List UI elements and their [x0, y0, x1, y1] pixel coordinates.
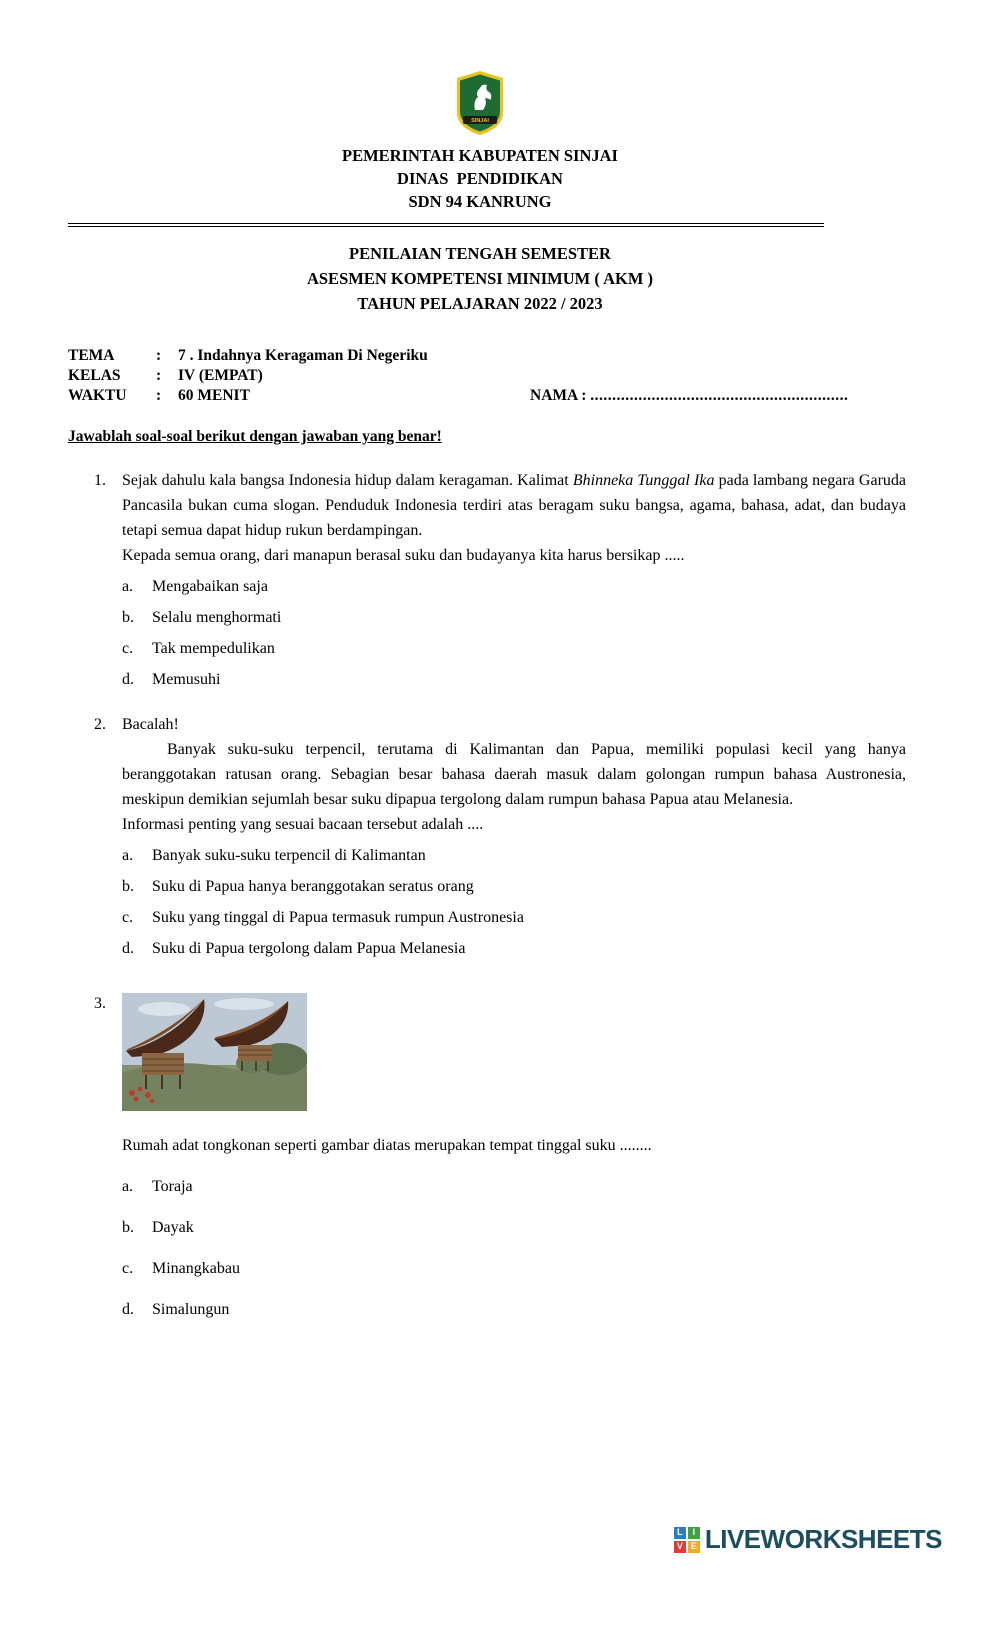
answer-option-d[interactable] — [122, 1297, 906, 1322]
tongkonan-houses-image — [122, 993, 307, 1111]
option-letter: d. — [122, 940, 134, 957]
question-number: 3. — [94, 995, 106, 1012]
reading-passage: Banyak suku-suku terpencil, terutama di Kalimantan dan Papua, memiliki populasi kecil yang hanya beranggotakan ratusan orang. Sebagian besar bahasa daerah masuk dalam golongan rumpun bahasa Austronesia, meskipun demikian sejumlah besar suku dipapua tergolong dalam rumpun bahasa Papua atau Melanesia. — [122, 741, 906, 808]
option-letter: d. — [122, 671, 134, 688]
school-name: SDN 94 KANRUNG — [408, 192, 552, 211]
answer-option-a[interactable] — [122, 1174, 906, 1199]
option-text: Memusuhi — [152, 671, 221, 688]
instruction-heading: Jawablah soal-soal berikut dengan jawaban yang benar! — [68, 428, 442, 445]
kelas-label: KELAS — [68, 367, 121, 384]
answer-options — [122, 574, 906, 692]
exam-title-block — [0, 241, 960, 316]
question-text-part: pada lambang negara Garuda Pancasila bukan cuma slogan. Penduduk Indonesia terdiri atas beragam suku bangsa, agama, bahasa, adat, dan budaya tetapi semua dapat hidup rukun berdampingan. — [122, 472, 907, 539]
question-3 — [68, 991, 906, 1322]
answer-option-c[interactable] — [122, 1256, 906, 1281]
option-text: Suku di Papua tergolong dalam Papua Melanesia — [152, 940, 466, 957]
name-field[interactable] — [530, 386, 848, 406]
liveworksheets-logo[interactable] — [674, 1524, 942, 1555]
option-text: Simalungun — [152, 1301, 230, 1318]
question-2 — [68, 712, 906, 961]
answer-option-c[interactable] — [122, 905, 906, 930]
option-letter: d. — [122, 1301, 134, 1318]
waktu-value: 60 MENIT — [178, 387, 250, 404]
waktu-colon: : — [156, 387, 162, 404]
answer-option-d[interactable] — [122, 936, 906, 961]
option-text: Selalu menghormati — [152, 609, 282, 626]
answer-option-a[interactable] — [122, 843, 906, 868]
government-name: PEMERINTAH KABUPATEN SINJAI — [342, 146, 618, 165]
double-rule-divider — [68, 223, 824, 227]
logo-tile-i: I — [688, 1527, 700, 1539]
answer-options — [122, 843, 906, 961]
option-letter: c. — [122, 640, 134, 657]
option-text: Mengabaikan saja — [152, 578, 268, 595]
liveworksheets-icon — [674, 1527, 700, 1553]
exam-subtitle: ASESMEN KOMPETENSI MINIMUM ( AKM ) — [306, 269, 654, 288]
answer-option-d[interactable] — [122, 667, 906, 692]
answer-option-b[interactable] — [122, 605, 906, 630]
option-letter: b. — [122, 1219, 134, 1236]
meta-row-tema — [68, 346, 928, 366]
option-letter: c. — [122, 909, 134, 926]
liveworksheets-wordmark: LIVEWORKSHEETS — [704, 1524, 942, 1554]
option-text: Suku yang tinggal di Papua termasuk rumpun Austronesia — [152, 909, 524, 926]
question-list — [68, 468, 906, 1322]
logo-tile-v: V — [674, 1541, 686, 1553]
option-letter: a. — [122, 847, 134, 864]
option-letter: b. — [122, 609, 134, 626]
option-text: Tak mempedulikan — [152, 640, 275, 657]
meta-row-waktu — [68, 386, 928, 406]
logo-tile-l: L — [674, 1527, 686, 1539]
question-text-part: Sejak dahulu kala bangsa Indonesia hidup dalam keragaman. Kalimat — [122, 472, 573, 489]
option-text: Minangkabau — [152, 1260, 240, 1277]
nama-blank-line[interactable]: ........................................................... — [590, 387, 849, 404]
answer-option-b[interactable] — [122, 874, 906, 899]
logo-tile-e: E — [688, 1541, 700, 1553]
tema-value: 7 . Indahnya Keragaman Di Negeriku — [178, 347, 428, 364]
question-text-line2: Kepada semua orang, dari manapun berasal suku dan budayanya kita harus bersikap ..... — [122, 547, 685, 564]
question-prompt: Rumah adat tongkonan seperti gambar diatas merupakan tempat tinggal suku ........ — [122, 1137, 652, 1154]
meta-row-kelas — [68, 366, 928, 386]
question-number: 2. — [94, 716, 106, 733]
sinjai-emblem-icon — [454, 70, 506, 136]
tema-colon: : — [156, 347, 162, 364]
nama-label: NAMA : — [530, 387, 587, 404]
option-text: Toraja — [152, 1178, 193, 1195]
department-name: DINAS PENDIDIKAN — [397, 169, 563, 188]
exam-year: TAHUN PELAJARAN 2022 / 2023 — [357, 294, 603, 313]
question-text-italic: Bhinneka Tunggal Ika — [572, 472, 715, 489]
emblem-banner-text: SINJAI — [471, 118, 489, 124]
option-text: Dayak — [152, 1219, 194, 1236]
answer-options — [122, 1174, 906, 1322]
option-letter: c. — [122, 1260, 134, 1277]
exam-title: PENILAIAN TENGAH SEMESTER — [349, 244, 611, 263]
option-letter: a. — [122, 578, 134, 595]
option-text: Suku di Papua hanya beranggotakan seratus orang — [152, 878, 474, 895]
question-text — [122, 468, 906, 543]
exam-meta — [68, 346, 928, 406]
answer-option-a[interactable] — [122, 574, 906, 599]
kelas-value: IV (EMPAT) — [178, 367, 263, 384]
option-text: Banyak suku-suku terpencil di Kalimantan — [152, 847, 426, 864]
question-lead: Bacalah! — [122, 716, 179, 733]
question-prompt: Informasi penting yang sesuai bacaan tersebut adalah .... — [122, 816, 484, 833]
question-number: 1. — [94, 472, 106, 489]
option-letter: a. — [122, 1178, 134, 1195]
kelas-colon: : — [156, 367, 162, 384]
sinjai-emblem-logo — [454, 70, 506, 136]
question-1 — [68, 468, 906, 692]
waktu-label: WAKTU — [68, 387, 127, 404]
answer-option-c[interactable] — [122, 636, 906, 661]
tema-label: TEMA — [68, 347, 115, 364]
answer-option-b[interactable] — [122, 1215, 906, 1240]
document-header — [0, 0, 960, 213]
option-letter: b. — [122, 878, 134, 895]
